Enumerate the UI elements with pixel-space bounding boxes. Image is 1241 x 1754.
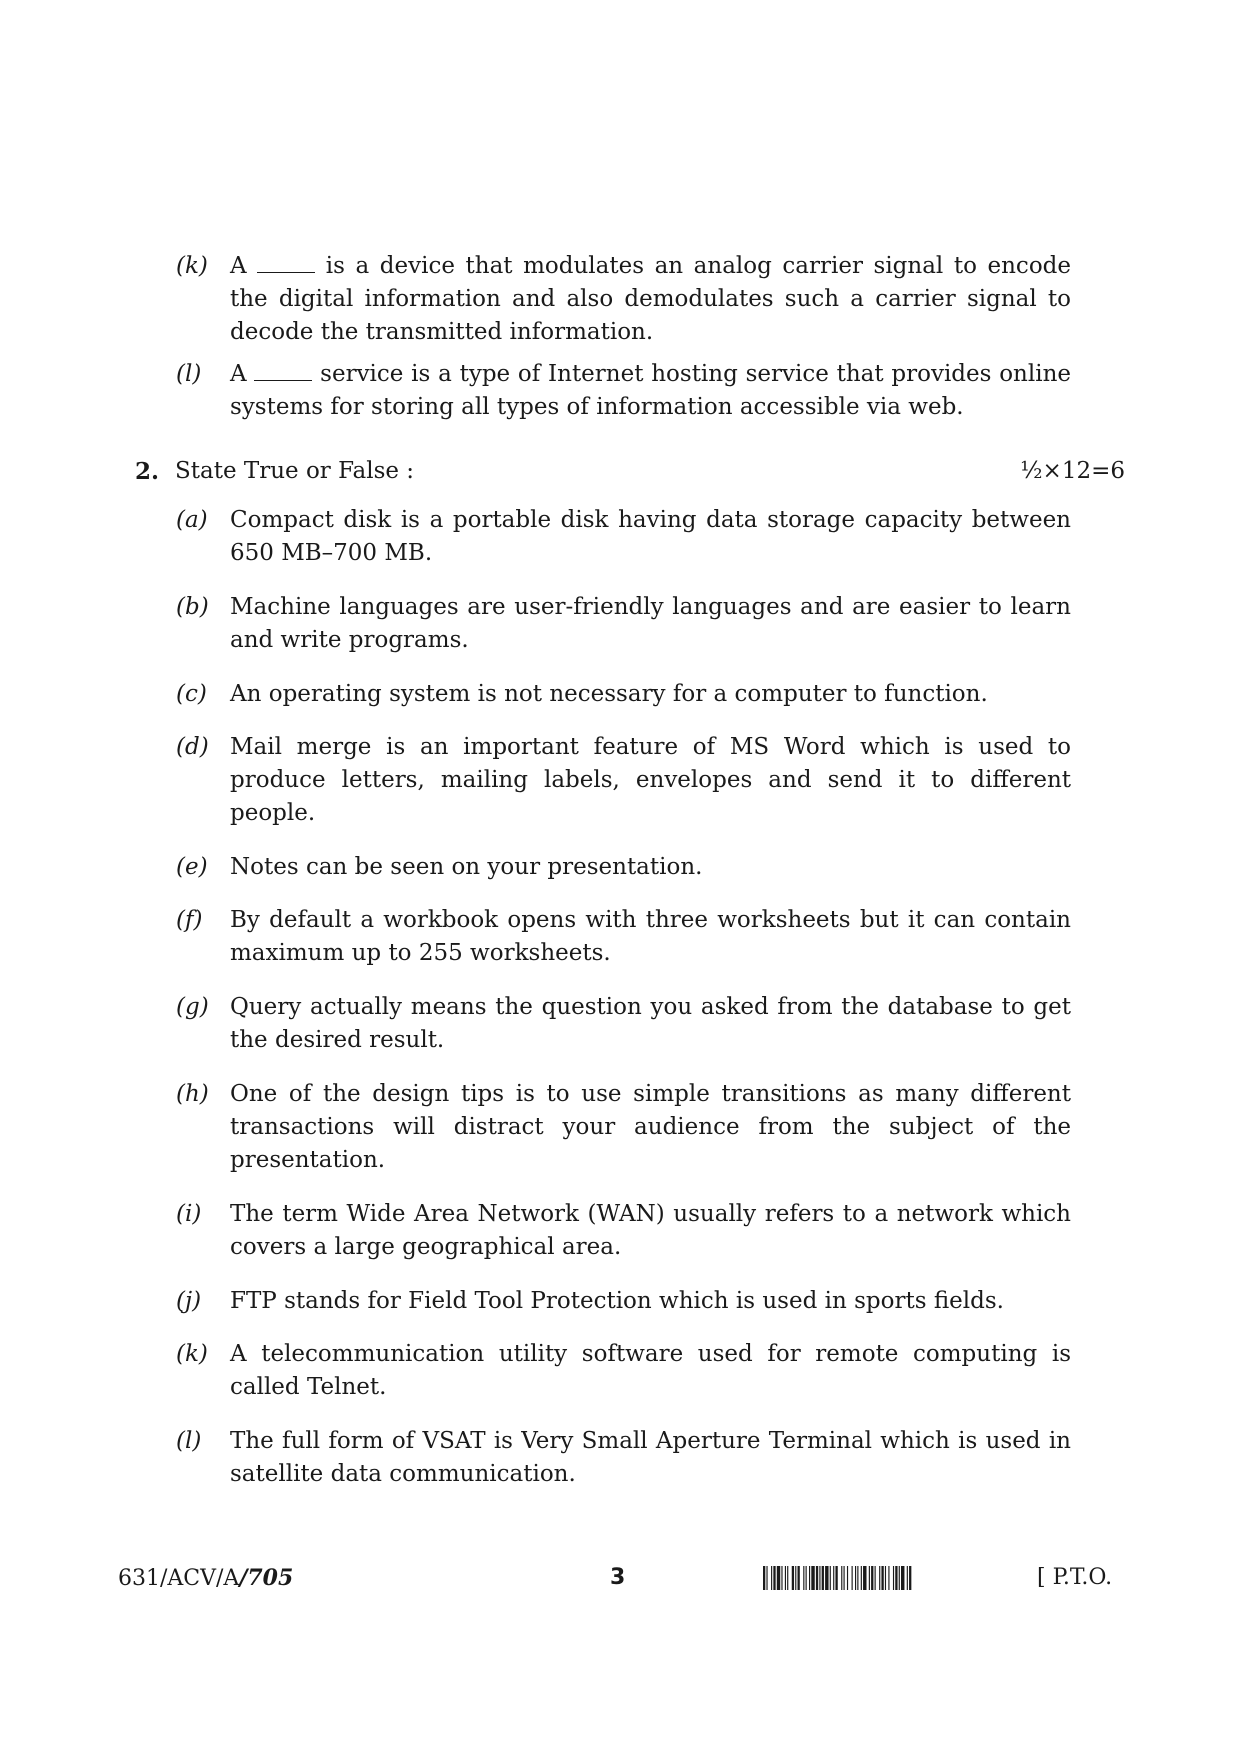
item-label: (k)	[176, 253, 208, 279]
barcode-bar	[833, 1566, 834, 1590]
question-text: State True or False :	[175, 458, 415, 484]
item-text: The full form of VSAT is Very Small Aperture Terminal which is used in satellite data communication.	[230, 1428, 1071, 1487]
barcode-bar	[798, 1566, 800, 1590]
barcode-bar	[809, 1566, 810, 1590]
item-label: (j)	[176, 1288, 202, 1314]
tf-item-g	[176, 991, 1076, 1057]
tf-item-i	[176, 1198, 1076, 1264]
item-text: An operating system is not necessary for a computer to function.	[230, 681, 988, 707]
barcode-bar	[763, 1566, 765, 1590]
barcode-bar	[773, 1566, 775, 1590]
page-number: 3	[610, 1565, 626, 1590]
paper-code: 631/ACV/A/705	[118, 1565, 294, 1591]
barcode-bar	[822, 1566, 824, 1590]
answer-blank	[257, 254, 315, 273]
item-text: By default a workbook opens with three worksheets but it can contain maximum up to 255 worksheets.	[230, 907, 1071, 966]
barcode-bar	[766, 1566, 767, 1590]
item-text: A service is a type of Internet hosting service that provides online systems for storing all types of information accessible via web.	[230, 361, 1072, 420]
tf-item-c	[176, 678, 1076, 711]
barcode-icon	[763, 1566, 1023, 1590]
item-text: Mail merge is an important feature of MS Word which is used to produce letters, mailing labels, envelopes and send it to different people.	[230, 734, 1071, 826]
item-text: FTP stands for Field Tool Protection which is used in sports fields.	[230, 1288, 1004, 1314]
tf-item-e	[176, 851, 1076, 884]
barcode-bar	[806, 1566, 807, 1590]
barcode-bar	[907, 1566, 908, 1590]
barcode-bar	[879, 1566, 880, 1590]
barcode-bar	[863, 1566, 866, 1590]
barcode-bar	[881, 1566, 883, 1590]
tf-item-a	[176, 504, 1076, 570]
barcode-bar	[893, 1566, 894, 1590]
barcode-bar	[795, 1566, 796, 1590]
item-label: (l)	[176, 1428, 202, 1454]
item-text: The term Wide Area Network (WAN) usually refers to a network which covers a large geographical area.	[230, 1201, 1071, 1260]
tf-item-h	[176, 1078, 1076, 1177]
tf-item-f	[176, 904, 1076, 970]
barcode-bar	[847, 1566, 848, 1590]
blank-question-k	[176, 250, 1076, 349]
item-text: Notes can be seen on your presentation.	[230, 854, 703, 880]
tf-item-d	[176, 731, 1076, 830]
barcode-bar	[803, 1566, 804, 1590]
item-label: (a)	[176, 507, 208, 533]
barcode-bar	[852, 1566, 853, 1590]
barcode-bar	[844, 1566, 845, 1590]
barcode-bar	[869, 1566, 870, 1590]
blank-question-l	[176, 358, 1076, 424]
item-label: (i)	[176, 1201, 202, 1227]
barcode-bar	[861, 1566, 862, 1590]
barcode-bar	[811, 1566, 814, 1590]
tf-item-j	[176, 1285, 1076, 1318]
item-text: One of the design tips is to use simple transitions as many different transactions will distract your audience from the subject of the presentation.	[230, 1081, 1071, 1173]
barcode-bar	[875, 1566, 876, 1590]
tf-item-b	[176, 591, 1076, 657]
item-label: (b)	[176, 594, 209, 620]
barcode-bar	[830, 1566, 831, 1590]
barcode-bar	[781, 1566, 782, 1590]
item-label: (h)	[176, 1081, 209, 1107]
item-label: (g)	[176, 994, 209, 1020]
question-marks: ½×12=6	[1020, 458, 1125, 484]
barcode-bar	[899, 1566, 900, 1590]
item-text: Machine languages are user-friendly languages and are easier to learn and write programs.	[230, 594, 1071, 653]
barcode-bar	[785, 1566, 786, 1590]
barcode-bar	[771, 1566, 772, 1590]
item-label: (f)	[176, 907, 203, 933]
item-label: (e)	[176, 854, 208, 880]
barcode-bar	[841, 1566, 842, 1590]
tf-item-l	[176, 1425, 1076, 1491]
item-label: (c)	[176, 681, 207, 707]
answer-blank	[254, 362, 312, 381]
barcode-bar	[909, 1566, 911, 1590]
barcode-bar	[787, 1566, 788, 1590]
barcode-bar	[895, 1566, 897, 1590]
item-text: A telecommunication utility software used for remote computing is called Telnet.	[230, 1341, 1071, 1400]
item-text: A is a device that modulates an analog carrier signal to encode the digital information and also demodulates such a carrier signal to decode the transmitted information.	[230, 253, 1071, 345]
barcode-bar	[885, 1566, 886, 1590]
barcode-bar	[888, 1566, 889, 1590]
item-label: (k)	[176, 1341, 208, 1367]
barcode-bar	[792, 1566, 794, 1590]
barcode-bar	[835, 1566, 837, 1590]
barcode-bar	[816, 1566, 818, 1590]
barcode-bar	[819, 1566, 820, 1590]
barcode-bar	[857, 1566, 858, 1590]
barcode-bar	[825, 1566, 828, 1590]
barcode-bar	[871, 1566, 873, 1590]
please-turn-over: [ P.T.O.	[1037, 1565, 1113, 1590]
item-label: (l)	[176, 361, 202, 387]
barcode-bar	[855, 1566, 856, 1590]
item-text: Query actually means the question you asked from the database to get the desired result.	[230, 994, 1071, 1053]
item-text: Compact disk is a portable disk having data storage capacity between 650 MB–700 MB.	[230, 507, 1071, 566]
barcode-bar	[777, 1566, 780, 1590]
barcode-bar	[901, 1566, 904, 1590]
question-number: 2.	[135, 458, 160, 485]
tf-item-k	[176, 1338, 1076, 1404]
item-label: (d)	[176, 734, 209, 760]
